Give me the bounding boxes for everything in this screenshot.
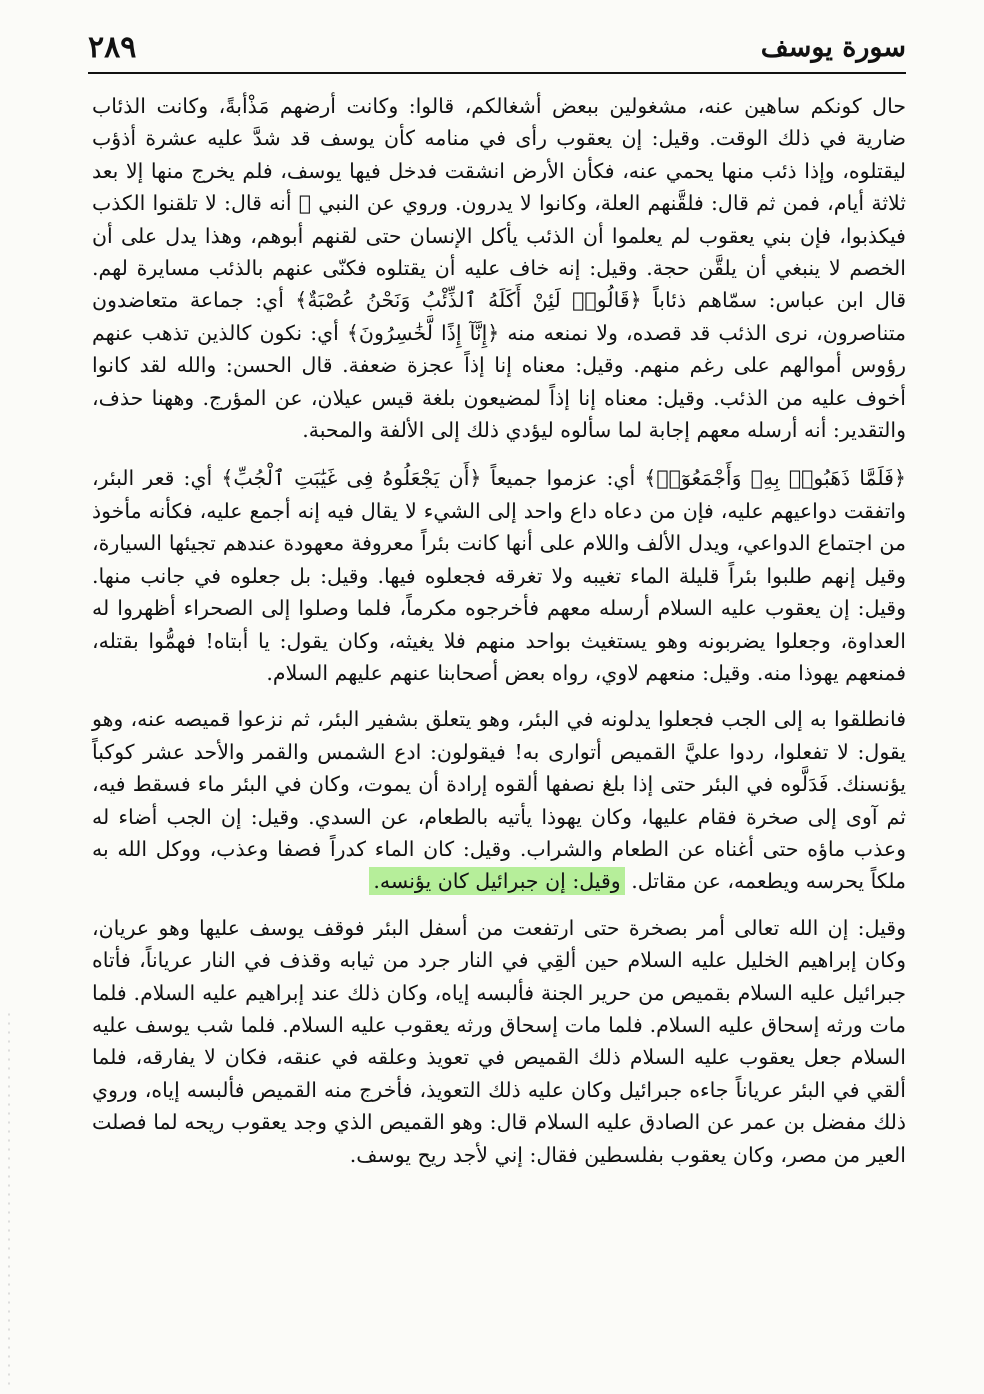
- paragraph-2: ﴿فَلَمَّا ذَهَبُوا۟ بِهِۦ وَأَجْمَعُوٓا۟﴾ أي: عزموا جميعاً ﴿أَن يَجْعَلُوهُ فِى غَيَٰبَتِ ٱلْجُبِّ﴾ أي: قعر البئر، واتفقت دواعيهم عليه، فإن من دعاه داع واحد إلى الشيء لا يقال فيه إنه أجمع عليه، فكأنه مأخوذ من اجتماع الدواعي، ويدل الألف واللام على أنها كانت بئراً معروفة معهودة عندهم تجيئها السيارة، وقيل إنهم طلبوا بئراً قليلة الماء تغيبه ولا تغرقه فجعلوه فيها. وقيل: بل جعلوه في جانب منها. وقيل: إن يعقوب عليه السلام أرسله معهم فأخرجوه مكرماً، فلما وصلوا إلى الصحراء أظهروا له العداوة، وجعلوا يضربونه وهو يستغيث بواحد منهم فلا يغيثه، وكان يقول: يا أبتاه! فهمُّوا بقتله، فمنعهم يهوذا منه. وقيل: منعهم لاوي، رواه بعض أصحابنا عنهم عليهم السلام.: [92, 466, 906, 685]
- surah-title: سورة يوسف: [760, 32, 906, 63]
- page-body: [92, 90, 906, 1171]
- paragraph-3-text: فانطلقوا به إلى الجب فجعلوا يدلونه في البئر، وهو يتعلق بشفير البئر، ثم نزعوا قميصه عنه، وهو يقول: لا تفعلوا، ردوا عليَّ القميص أتوارى به! فيقولون: ادع الشمس والقمر والأحد عشر كوكباً يؤنسنك. فَدَلَّوه في البئر حتى إذا بلغ نصفها ألقوه إرادة أن يموت، وكان في البئر ماء فسقط فيه، ثم آوى إلى صخرة فقام عليها، وكان يهوذا يأتيه بالطعام، عن السدي. وقيل: إن الجب أضاء له وعذب ماؤه حتى أغناه عن الطعام والشراب. وقيل: كان الماء كدراً فصفا وعذب، ووكل الله به ملكاً يحرسه ويطعمه، عن مقاتل.: [92, 707, 906, 894]
- page-number: ٢٨٩: [88, 30, 137, 65]
- paragraph-1: حال كونكم ساهين عنه، مشغولين ببعض أشغالكم، قالوا: وكانت أرضهم مَذْأبةً، وكانت الذئاب ضارية في ذلك الوقت. وقيل: إن يعقوب رأى في منامه كأن يوسف قد شدَّ عليه عشرة أذؤب ليقتلوه، وإذا ذئب منها يحمي عنه، فكأن الأرض انشقت فدخل فيها يوسف، فلم يخرج منها إلا بعد ثلاثة أيام، فمن ثم قال: فلقَّنهم العلة، وكانوا لا يدرون. وروي عن النبي ﷺ أنه قال: لا تلقنوا الكذب فيكذبوا، فإن بني يعقوب لم يعلموا أن الذئب يأكل الإنسان حتى لقنهم أبوهم، وهذا يدل على أن الخصم لا ينبغي أن يلقَّن حجة. وقيل: إنه خاف عليه أن يقتلوه فكنّى عنهم بالذئب مسايرة لهم. قال ابن عباس: سمّاهم ذئاباً ﴿قَالُوا۟ لَئِنْ أَكَلَهُ ٱلذِّئْبُ وَنَحْنُ عُصْبَةٌ﴾ أي: جماعة متعاضدون متناصرون، نرى الذئب قد قصده، ولا نمنعه منه ﴿إِنَّآ إِذًا لَّخَٰسِرُونَ﴾ أي: نكون كالذين تذهب عنهم رؤوس أموالهم على رغم منهم. وقيل: معناه إنا إذاً عجزة ضعفة. قال الحسن: والله لقد كانوا أخوف عليه من الذئب. وقيل: معناه إنا إذاً لمضيعون بلغة قيس عيلان، عن المؤرج. وههنا حذف، والتقدير: أنه أرسله معهم إجابة لما سألوه ليؤدي ذلك إلى الألفة والمحبة.: [92, 94, 906, 443]
- scan-noise: [6, 1010, 12, 1390]
- paragraph-3: [92, 703, 906, 897]
- page-header: [88, 28, 906, 74]
- highlighted-text: وقيل: إن جبرائيل كان يؤنسه.: [369, 867, 624, 895]
- paragraph-4: وقيل: إن الله تعالى أمر بصخرة حتى ارتفعت من أسفل البئر فوقف يوسف عليها وهو عريان، وكان إبراهيم الخليل عليه السلام حين ألقِي في النار جرد من ثيابه وقذف في النار عرياناً، فأتاه جبرائيل عليه السلام بقميص من حرير الجنة فألبسه إياه، وكان ذلك عند إبراهيم عليه السلام. فلما مات ورثه إسحاق عليه السلام. فلما مات إسحاق ورثه يعقوب عليه السلام. فلما شب يوسف عليه السلام جعل يعقوب عليه السلام ذلك القميص في تعويذ وعلقه في عنقه، فكان لا يفارقه، فلما ألقي في البئر عرياناً جاءه جبرائيل وكان عليه ذلك التعويذ، فأخرج منه القميص فألبسه إياه، وروي ذلك مفضل بن عمر عن الصادق عليه السلام قال: وهو القميص الذي وجد يعقوب ريحه لما فصلت العير من مصر، وكان يعقوب بفلسطين فقال: إني لأجد ريح يوسف.: [92, 915, 906, 1167]
